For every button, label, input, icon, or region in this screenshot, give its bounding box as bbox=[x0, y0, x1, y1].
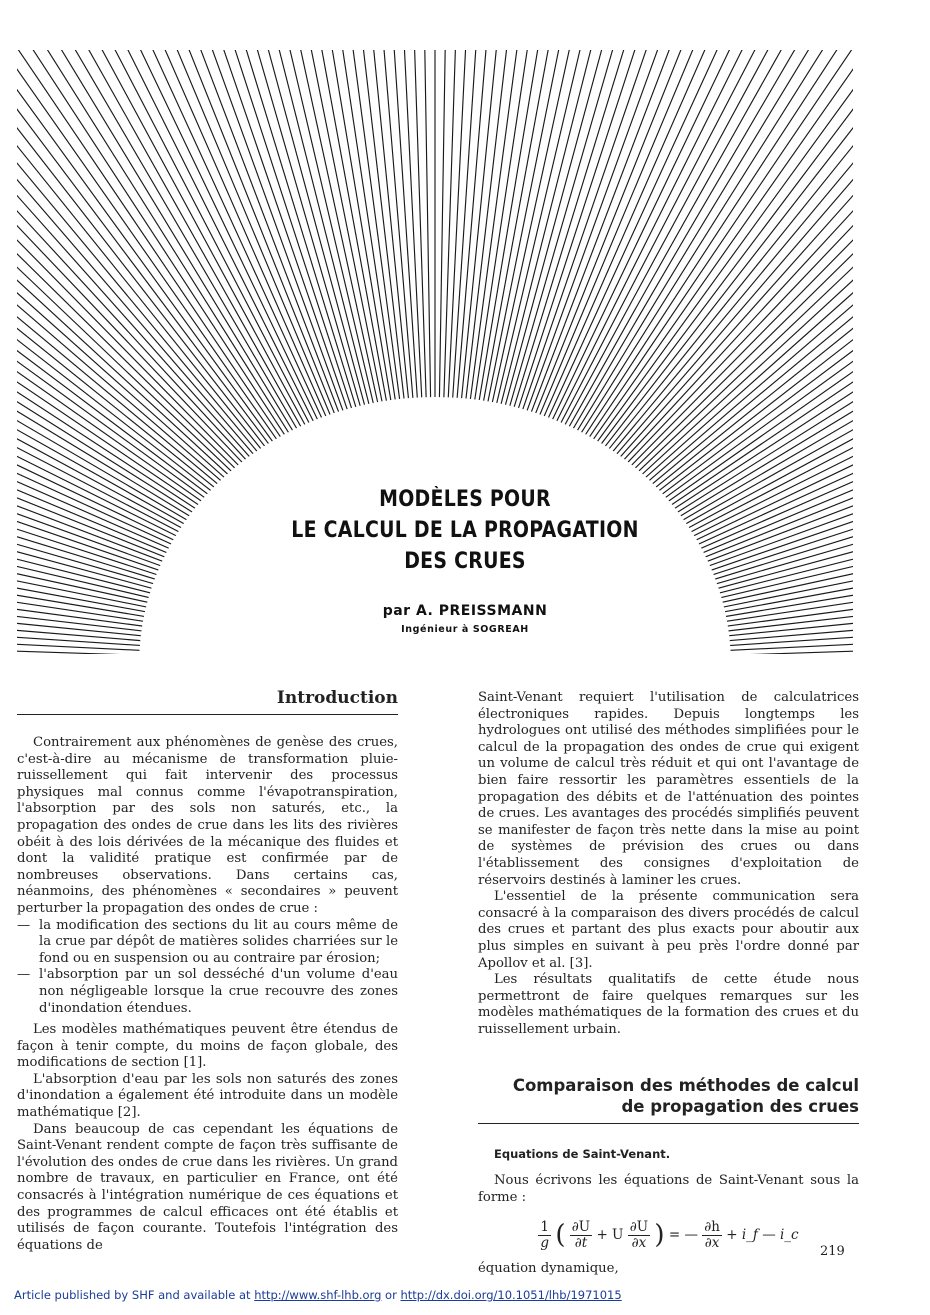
intro-paragraph-4: Dans beaucoup de cas cependant les équations de Saint-Venant rendent compte de façon très suffisante de l'évolution des ondes de crue dans les rivières. Un grand nombre de travaux, en particulier en France, ont été consacrés à l'intégration numérique de ces équations et des programmes de calcul efficaces ont été établis et utilisés de façon courante. Toutefois l'intégration des équations de bbox=[17, 1121, 398, 1253]
footer-link-doi[interactable]: http://dx.doi.org/10.1051/lhb/1971015 bbox=[400, 1288, 622, 1302]
eq-equals: = bbox=[668, 1227, 681, 1244]
eq-plus: + bbox=[596, 1227, 608, 1244]
right-paragraph-1: Saint-Venant requiert l'utilisation de calculatrices électroniques rapides. Depuis longtemps les hydrologues ont utilisé des méthodes simplifiées pour le calcul de la propagation des ondes de crue qui exigent un volume de calcul très réduit et qui ont l'avantage de bien faire ressortir les paramètres essentiels de la propagation des débits et de l'atténuation des pointes de crues. Les avantages des procédés simplifiés peuvent se manifester de façon très nette dans la mise au point de systèmes de prévision des crues ou dans l'établissement des consignes d'exploitation de réservoirs destinés à laminer les crues. bbox=[478, 690, 859, 888]
intro-bullet-2: — l'absorption par un sol desséché d'un volume d'eau non négligeable lorsque la crue recouvre des zones d'inondation étendues. bbox=[17, 967, 398, 1017]
right-column bbox=[478, 690, 859, 1278]
eq-dh-dx: $\frac{\partial h}{\partial x}$ bbox=[704, 1219, 720, 1252]
right-paragraph-3: Les résultats qualitatifs de cette étude nous permettront de faire quelques remarques sur les modèles mathématiques de la formation des crues et du ruissellement urbain. bbox=[478, 972, 859, 1037]
right-paragraph-2: L'essentiel de la présente communication sera consacré à la comparaison des divers procédés de calcul des crues et partant des plus exacts pour aboutir aux plus simples en suivant à peu près l'ordre donné par Apollov et al. [3]. bbox=[478, 889, 859, 971]
footer-link-shf[interactable]: http://www.shf-lhb.org bbox=[254, 1288, 382, 1302]
comparison-heading-line-2: de propagation des crues bbox=[621, 1097, 859, 1117]
footer-prefix: Article published by SHF and available at bbox=[14, 1288, 255, 1302]
article-title-line-3: DES CRUES bbox=[404, 549, 526, 574]
footer-middle: or bbox=[381, 1288, 401, 1302]
comparison-heading-line-1: Comparaison des méthodes de calcul bbox=[512, 1076, 859, 1096]
left-column bbox=[17, 688, 398, 1254]
intro-paragraph-3: L'absorption d'eau par les sols non saturés des zones d'inondation a également été introduite dans un modèle mathématique [2]. bbox=[17, 1071, 398, 1121]
page-number: 219 bbox=[820, 1244, 845, 1259]
right-paragraph-4: Nous écrivons les équations de Saint-Venant sous la forme : bbox=[478, 1173, 859, 1205]
intro-bullet-1: — la modification des sections du lit au cours même de la crue par dépôt de matières solides charriées sur le fond ou en suspension ou au contraire par érosion; bbox=[17, 918, 398, 968]
eq-tail: + i_f — i_c bbox=[726, 1227, 799, 1244]
eq-coef-u: U bbox=[612, 1227, 624, 1244]
right-paragraph-5: équation dynamique, bbox=[478, 1261, 619, 1277]
eq-minus: — bbox=[684, 1227, 698, 1244]
article-title-line-2: LE CALCUL DE LA PROPAGATION bbox=[291, 518, 639, 543]
saint-venant-subheading: Equations de Saint-Venant. bbox=[494, 1147, 671, 1162]
author-byline: par A. PREISSMANN bbox=[382, 603, 548, 619]
eq-du-dx: $\frac{\partial U}{\partial x}$ bbox=[629, 1219, 649, 1252]
eq-fraction-1-over-g: $\frac{1}{g}$ bbox=[540, 1219, 550, 1252]
footer-citation bbox=[14, 1288, 622, 1302]
eq-left-paren: ( bbox=[555, 1220, 566, 1251]
intro-bullet-list bbox=[17, 918, 398, 1018]
article-title-line-1: MODÈLES POUR bbox=[379, 487, 551, 512]
intro-paragraph-2: Les modèles mathématiques peuvent être étendus de façon à tenir compte, du moins de façon globale, des modifications de section [1]. bbox=[17, 1022, 398, 1071]
eq-right-paren: ) bbox=[654, 1220, 665, 1251]
intro-paragraph-1: Contrairement aux phénomènes de genèse des crues, c'est-à-dire au mécanisme de transformation pluie-ruissellement qui fait intervenir des processus physiques mal connus comme l'évapotranspiration, l'absorption par des sols non saturés, etc., la propagation des ondes de crue dans les lits des rivières obéit à des lois dérivées de la mécanique des fluides et dont la validité pratique est confirmée par de nombreuses observations. Dans certains cas, néanmoins, des phénomènes « secondaires » peuvent perturber la propagation des ondes de crue : bbox=[17, 735, 398, 916]
saint-venant-equation bbox=[478, 1220, 859, 1251]
author-affiliation: Ingénieur à SOGREAH bbox=[401, 624, 529, 635]
introduction-heading: Introduction bbox=[276, 688, 398, 708]
eq-du-dt: $\frac{\partial U}{\partial t}$ bbox=[571, 1219, 591, 1252]
